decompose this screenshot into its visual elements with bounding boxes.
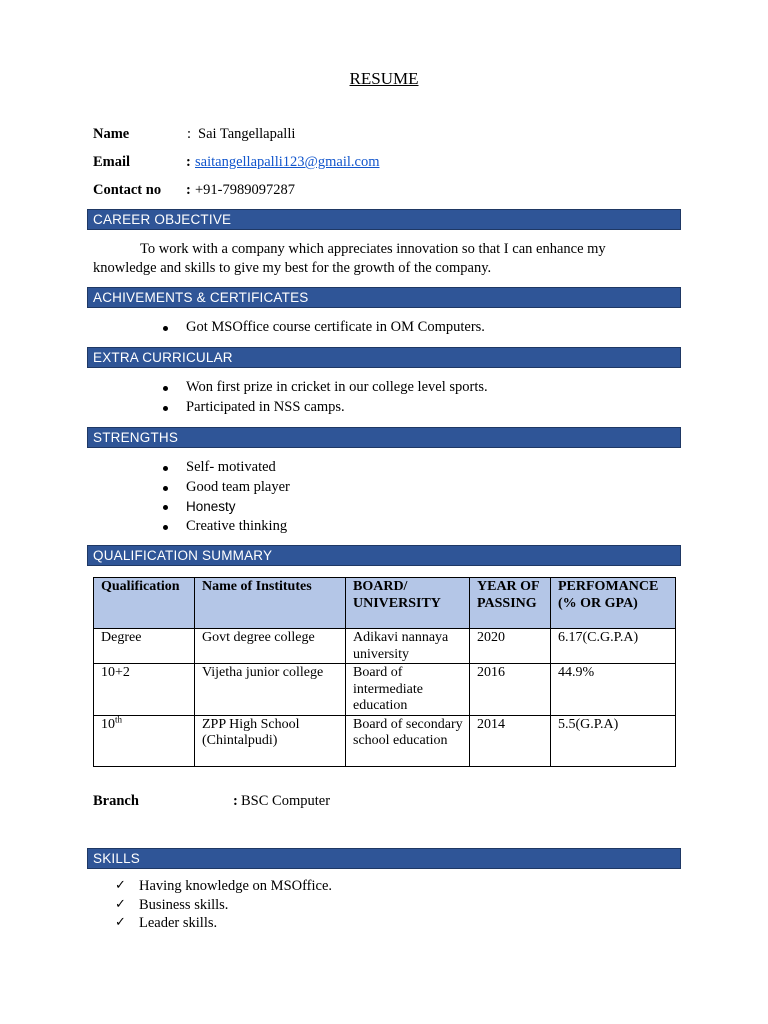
name-colon: : xyxy=(187,126,192,142)
section-skills: SKILLS xyxy=(87,848,681,869)
list-item: Participated in NSS camps. xyxy=(160,398,488,418)
email-colon: : xyxy=(186,154,191,170)
bullet-icon xyxy=(163,505,168,510)
section-qualification-summary: QUALIFICATION SUMMARY xyxy=(87,545,681,566)
col-header-institute: Name of Institutes xyxy=(195,578,346,629)
cell-board: Adikavi nannaya university xyxy=(346,629,470,664)
section-strengths: STRENGTHS xyxy=(87,427,681,448)
col-header-year: YEAR OF PASSING xyxy=(470,578,551,629)
table-header-row xyxy=(94,578,676,629)
bullet-icon xyxy=(163,525,168,530)
cell-performance: 44.9% xyxy=(551,664,676,716)
achievements-list xyxy=(160,318,485,338)
email-label: Email xyxy=(93,154,131,170)
career-objective-body: To work with a company which appreciates innovation so that I can enhance my knowledge and skills to give my best for the growth of the company. xyxy=(93,241,606,276)
list-item: Creative thinking xyxy=(160,517,290,537)
career-objective-text xyxy=(93,240,653,277)
qualification-table xyxy=(93,577,676,767)
bullet-icon xyxy=(163,486,168,491)
cell-year: 2016 xyxy=(470,664,551,716)
cell-qualification: 10+2 xyxy=(94,664,195,716)
strengths-list xyxy=(160,458,290,536)
branch-colon: : xyxy=(233,793,238,809)
list-item: Honesty xyxy=(160,497,290,517)
cell-qualification: 10th xyxy=(94,715,195,766)
cell-board: Board of intermediate education xyxy=(346,664,470,716)
cell-performance: 6.17(C.G.P.A) xyxy=(551,629,676,664)
list-item: ✓ Leader skills. xyxy=(115,915,218,931)
col-header-board: BOARD/ UNIVERSITY xyxy=(346,578,470,629)
cell-year: 2014 xyxy=(470,715,551,766)
bullet-icon xyxy=(163,406,168,411)
col-header-qualification: Qualification xyxy=(94,578,195,629)
list-item: Got MSOffice course certificate in OM Computers. xyxy=(160,318,485,338)
cell-year: 2020 xyxy=(470,629,551,664)
name-label: Name xyxy=(93,126,130,142)
list-item: Self- motivated xyxy=(160,458,290,478)
check-mark-icon: ✓ xyxy=(115,878,126,893)
section-extra-curricular: EXTRA CURRICULAR xyxy=(87,347,681,368)
branch-value: BSC Computer xyxy=(241,793,331,809)
name-value: Sai Tangellapalli xyxy=(198,126,296,142)
cell-board: Board of secondary school education xyxy=(346,715,470,766)
list-item: Good team player xyxy=(160,478,290,498)
check-mark-icon: ✓ xyxy=(115,896,126,912)
bullet-icon xyxy=(163,466,168,471)
cell-performance: 5.5(G.P.A) xyxy=(551,715,676,766)
col-header-performance: PERFOMANCE (% OR GPA) xyxy=(551,578,676,629)
branch-label: Branch xyxy=(93,793,139,809)
email-link[interactable]: saitangellapalli123@gmail.com xyxy=(195,154,380,170)
resume-title: RESUME xyxy=(349,69,419,88)
table-row xyxy=(94,629,676,664)
table-row xyxy=(94,715,676,766)
list-item: ✓ Business skills. xyxy=(115,896,229,913)
cell-institute: Govt degree college xyxy=(195,629,346,664)
cell-qualification: Degree xyxy=(94,629,195,664)
list-item: ✓ Having knowledge on MSOffice. xyxy=(115,878,333,894)
cell-institute: Vijetha junior college xyxy=(195,664,346,716)
section-career-objective: CAREER OBJECTIVE xyxy=(87,209,681,230)
contact-value: +91-7989097287 xyxy=(195,182,296,198)
contact-colon: : xyxy=(186,182,191,198)
cell-institute: ZPP High School (Chintalpudi) xyxy=(195,715,346,766)
contact-label: Contact no xyxy=(93,182,162,198)
list-item: Won first prize in cricket in our college level sports. xyxy=(160,378,488,398)
extra-curricular-list xyxy=(160,378,488,417)
section-achievements: ACHIVEMENTS & CERTIFICATES xyxy=(87,287,681,308)
skills-list xyxy=(115,877,332,933)
superscript-suffix: th xyxy=(115,713,123,724)
check-mark-icon: ✓ xyxy=(115,915,126,930)
bullet-icon xyxy=(163,326,168,331)
table-row xyxy=(94,664,676,716)
bullet-icon xyxy=(163,386,168,391)
